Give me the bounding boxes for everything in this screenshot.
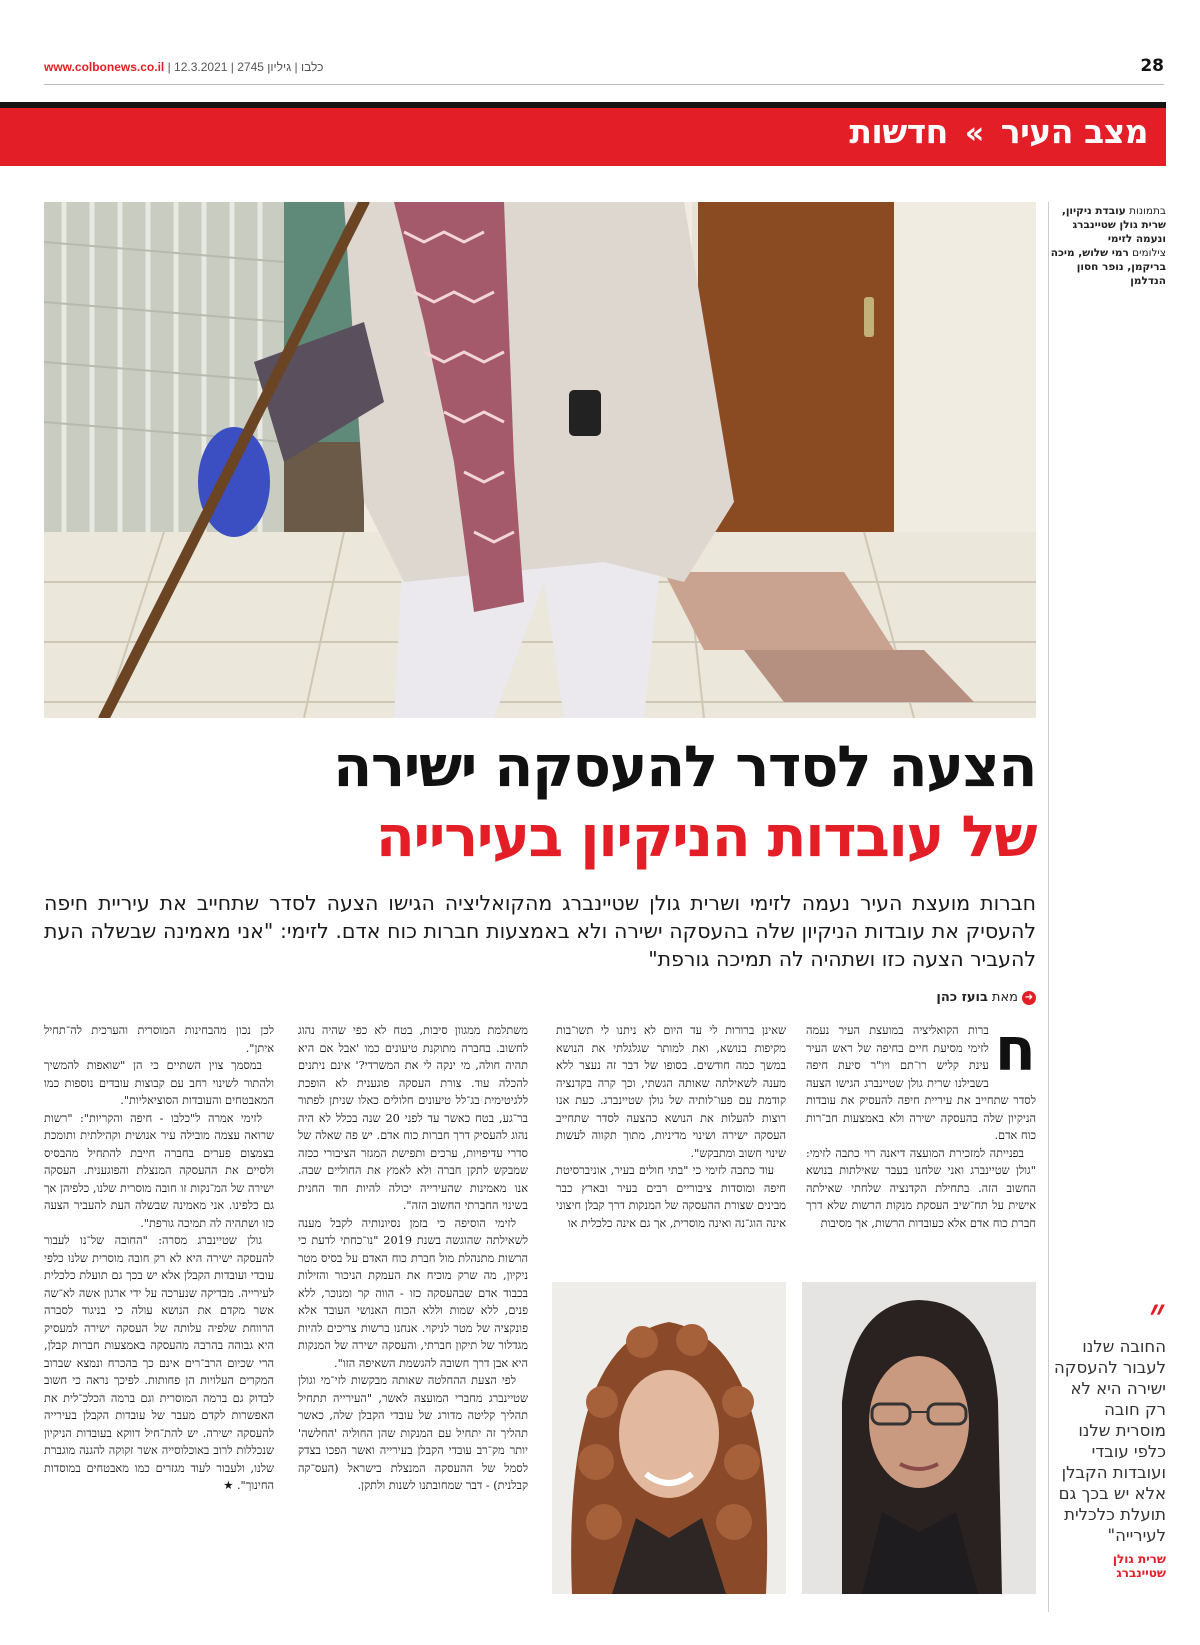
paragraph: לכן נכון מהבחינות המוסרית והערכית לה־תחיל איתן". (44, 1024, 274, 1055)
byline-arrow-icon: ➜ (1022, 991, 1036, 1005)
drop-cap: ח (994, 1022, 1036, 1085)
paragraph (44, 1232, 274, 1495)
portrait-sharit-golan-steinberg (802, 1282, 1036, 1594)
pull-quote-text: החובה שלנו לעבור להעסקה ישירה היא לא רק חובה מוסרית שלנו כלפי עובדי ועובדות הקבלן אלא יש בכך גם תועלת כלכלית לעירייה" (1054, 1337, 1166, 1545)
paragraph: לזימי אמרה ל"כלבו - חיפה והקריות": "רשות שרואה עצמה מובילה עיר אנושית וקהילתית ותומכת בצמצום פערים בחברה חייבת להתחיל מהבסיס ולסיים את ההעסקה המנצלת והפוגענית. העסקה ישירה של המ־נקות זו חובה מוסרית שלנו, כלפיהן אך גם כלפינו. אני מאמינה שבשלה העת להעביר הצעה כזו ושתהיה לה תמיכה גורפת". (44, 1111, 274, 1230)
quote-mark-icon: ״ (1149, 1289, 1166, 1340)
article-column-1 (806, 1022, 1036, 1272)
paragraph: שאינן ברורות לי עד היום לא ניתנו לי תשו־בות מקיפות בנושא, ואת למותר שגלגלתי את הנושא במשך כמה חודשים. בסופו של דבר זה נעצר ללא מענה לשאילתה שאותה הגשתי, וכך קרה בקדנציה קודמת עם פעו־לותיה של גולן שטיינברג. כעת אנו רוצות להעלות את הנושא כהצעה לסדר שתחייב העסקה ישירה ושינוי מדיניות, מתוך תקווה לעשות שינוי חשוב ומתבקש". (556, 1024, 786, 1160)
section-bar (0, 108, 1166, 166)
credit-subjects: עובדת ניקיון, שרית גולן שטיינברג ונעמה לזימי (1061, 205, 1166, 245)
photographers: רמי שלוש, מיכה בריקמן, נופר חסון הנדלמן (1050, 247, 1166, 287)
section-main: מצב העיר (1000, 112, 1148, 151)
article-column-3 (298, 1022, 528, 1612)
issue-meta (44, 60, 323, 74)
header-divider (44, 84, 1164, 85)
byline-prefix: מאת (991, 990, 1018, 1005)
paragraph-text: גולן שטיינברג מסרה: "החובה של־נו לעבור להעסקה ישירה היא לא רק חובה מוסרית שלנו כלפי עובדי ועובדות הקבלן אלא יש בכך גם תועלת כלכלית לעירייה. מבדיקה שנערכה על ידי ארגון אשה לא־שה אשר מקדם את הנושא עולה כי בניגוד לסברה הרווחת שלפיה עלותה של העסקה ישירה למעסיק היא גבוהה בהרבה מהעסקה באמצעות חברות קבלן, הרי שכיום הרב־רים אינם כך בהכרח ונמצא שברוב המקרים העלויות הן פחותות. לפיכך נראה כי חשוב לבדוק גם ברמה המוסרית וגם ברמה הכלכ־לית את האפשרות לקדם מעבר של עובדות הקבלן בעירייה להעסקה ישירה. יש להת־חיל דווקא בעובדות הניקיון שנכללות לרוב באוכלוסייה אשר זקוקה להגנה מוגברת שלנו, ולעבור לעוד מגזרים כמו מאבטחים במוסדות החינוך". (44, 1234, 274, 1492)
credit-prefix: בתמונות (1129, 205, 1166, 217)
paragraph: ברות הקואליציה במועצת העיר נעמה לזימי מסיעת חיים בחיפה של ראש העיר עינת קליש רו־תם ויו"ר סיעת חיפה בשבילנו שרית גולן שטיינברג הגישו הצעה לסדר שתחייב את עיריית חיפה להעסיק את עובדות הניקיון שלה בהעסקה ישירה ולא באמצעות חב־רות כוח אדם. (806, 1024, 1036, 1142)
article-column-4 (44, 1022, 274, 1612)
section-title (849, 112, 1148, 151)
paragraph: עוד כתבה לזימי כי "בתי חולים בעיר, אוניברסיטת חיפה ומוסדות ציבוריים רבים בעיר ובארץ כבר מבינים שצורת ההעסקה של המנקות דרך קבלן חיצוני אינה הוג־נה ואינה מוסרית, אך גם אינה כלכלית או (556, 1164, 786, 1230)
paragraph: בפנייתה למזכירת המועצה דיאנה רוי כתבה לזימי: "גולן שטיינברג ואני שלחנו בעבר שאילתות בנושא החשוב הזה. בתחילת הקדנציה שלחתי שאילתה אישית על תח־שיב העסקת מנקות הרשות שלא דרך חברת כוח אדם אלא כעובדות הרשות, אך מסיבות (806, 1146, 1036, 1230)
portrait-naama-lazimi (552, 1282, 786, 1594)
paragraph: משתלמת ממגוון סיבות, בטח לא כפי שהיה נהוג לחשוב. בחברה מתוקנת טיעונים כמו 'אבל אם היא תהיה חולה, מי ינקה לי את המשרדי?' אינם ניתנים להכלה עוד. צורת העסקה פוגענית לא הופכת ללגיטימית בג־לל טיעונים חלולים כאלו שניתן לפתור בר־גע, בטח כאשר עד לפני 20 שנה בכלל לא היה נהוג להעסיק דרך חברות כוח אדם. יש פה שאלה של סדרי עדיפויות, ערכים ותפישת המגזר הציבורי ככזה שמבקש לתקן חברה ולא לאמץ את החוליים שבה. אנו מאמינות שהעירייה יכולה להיות חוד החנית בשינוי החברתי החשוב הזה". (298, 1024, 528, 1212)
paragraph: לזימי הוסיפה כי בזמן נסיונותיה לקבל מענה לשאילתה שהוגשה בשנת 2019 "נו־כחתי לדעת כי הרשות מתנהלת מול חברת כוח האדם על בסיס מטר ניקיון, מה שרק מוכיח את העמקת הניכור והזילות בכבוד אדם שבהעסקה כזו - הווה קר ומנוכר, ללא פנים, ללא שמות וללא הכוח האנושי העובד אלא פונקציה של מטר לניקוי. אנחנו ברשות צריכים להיות מגדלור של תיקון חברתי, והעסקה ישירה של המנקות היא אבן דרך חשובה להגשמת השאיפה הזו". (298, 1216, 528, 1370)
attribution-line-1: שרית גולן (1112, 1552, 1166, 1566)
issue-info: | כלבו | גיליון 2745 | 12.3.2021 (167, 60, 324, 74)
side-column-rule (1048, 202, 1049, 1612)
attribution-line-2: שטיינברג (1116, 1566, 1166, 1580)
article-headline (44, 732, 1036, 872)
photographers-prefix: צילומים (1132, 247, 1166, 259)
portrait-image (802, 1282, 1036, 1594)
portrait-image (552, 1282, 786, 1594)
main-photo (44, 202, 1036, 718)
section-sub: חדשות (849, 112, 948, 151)
end-mark-icon: ★ (223, 1479, 234, 1492)
headline-line-1: הצעה לסדר להעסקה ישירה (333, 734, 1036, 800)
page-header (44, 58, 1164, 82)
section-arrow-icon: » (964, 116, 984, 151)
article-column-2 (556, 1022, 786, 1272)
byline (936, 990, 1036, 1005)
byline-author[interactable]: בועז כהן (936, 990, 988, 1005)
photo-credit (1050, 204, 1166, 288)
page-number: 28 (1140, 56, 1164, 76)
article-lead: חברות מועצת העיר נעמה לזימי ושרית גולן שטיינברג מהקואליציה הגישו הצעה לסדר שתחייב את עיריית חיפה להעסיק את עובדות הניקיון שלה בהעסקה ישירה ולא באמצעות חברות כוח אדם. לזימי: "אני מאמינה שבשלה העת להעביר הצעה כזו ושתהיה לה תמיכה גורפת" (44, 891, 1036, 971)
cleaning-worker-photo (44, 202, 1036, 718)
paragraph: במסמך צוין השתיים כי הן "שואפות להמשיך ולהתור לשינוי רחב עם קבוצות עובדים נוספות כמו המאבטחים והעובדות הסוציאליות". (44, 1059, 274, 1107)
site-url[interactable]: www.colbonews.co.il (44, 60, 165, 74)
pull-quote (1050, 1289, 1166, 1580)
paragraph: לפי הצעת ההחלטה שאותה מבקשות לזי־מי וגולן שטיינברג מחברי המועצה לאשר, "העירייה תתחיל תהליך קליטה מדורג של עובדי הקבלן שלה, כאשר תהליך זה יתחיל עם המנקות שהן החוליה 'החלשה' יותר מק־רב עובדי הקבלן בעירייה ואשר הפכו בצדק לסמל של ההעסקה המנצלת בישראל (העס־קה קבלנית) - דבר שמחובתנו לשנות ולתקן. (298, 1374, 528, 1492)
headline-line-2: של עובדות הניקיון בעירייה (375, 804, 1036, 870)
pull-quote-attribution (1050, 1552, 1166, 1580)
